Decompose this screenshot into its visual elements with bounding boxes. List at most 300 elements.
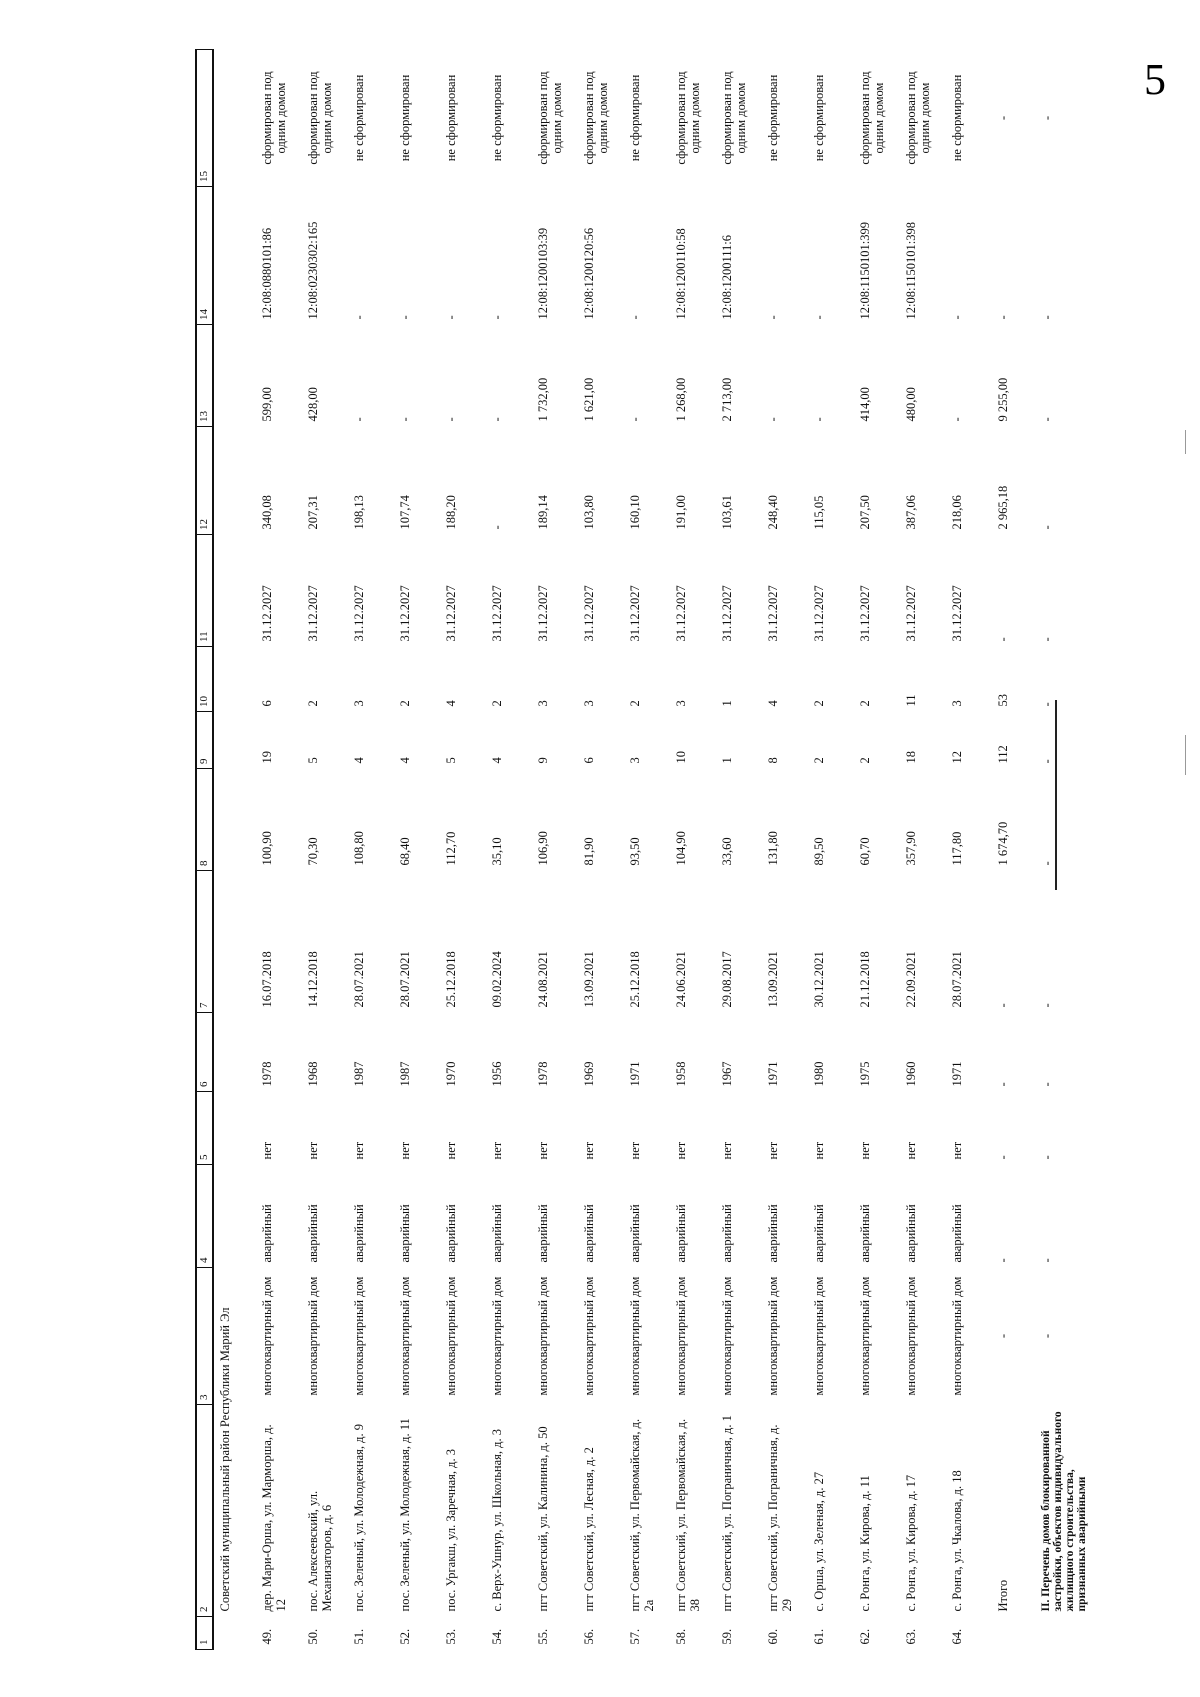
premises: 3	[536, 700, 550, 707]
living-area: 103,80	[582, 495, 596, 530]
column-number: 10	[196, 647, 213, 712]
dash: -	[1040, 1082, 1054, 1087]
dash: -	[996, 637, 1010, 642]
relocation-flag: нет	[536, 1141, 550, 1160]
area: 70,30	[306, 837, 320, 866]
cadastral-number: -	[398, 315, 412, 320]
premises: 4	[766, 700, 780, 707]
district-row	[213, 50, 252, 1650]
land-status: сформирован под одним домом	[720, 71, 748, 165]
house-type: многоквартирный дом	[536, 1276, 550, 1396]
residents: 4	[398, 757, 412, 764]
dash: -	[1040, 1258, 1054, 1263]
row-number: 52.	[398, 1628, 412, 1645]
relocation-deadline: 31.12.2027	[260, 585, 274, 642]
residents: 19	[260, 751, 274, 764]
cadastral-number: 12:08:1200120:56	[582, 227, 596, 320]
total-premises: 53	[996, 694, 1010, 707]
row-number: 53.	[444, 1628, 458, 1645]
relocation-flag: нет	[444, 1141, 458, 1160]
premises: 4	[444, 700, 458, 707]
land-area: -	[398, 417, 412, 422]
column-number: 1	[196, 1617, 213, 1650]
total-residents: 112	[996, 745, 1010, 764]
cadastral-number: 12:08:0880101:86	[260, 227, 274, 320]
table-row	[896, 50, 942, 1650]
table-row	[712, 50, 758, 1650]
dash: -	[1040, 861, 1054, 866]
build-year: 1960	[904, 1061, 918, 1087]
cadastral-number: -	[766, 315, 780, 320]
land-status: не сформирован	[352, 74, 366, 162]
house-type: многоквартирный дом	[490, 1276, 504, 1396]
area: 108,80	[352, 831, 366, 866]
land-status: сформирован под одним домом	[582, 71, 610, 165]
relocation-deadline: 31.12.2027	[766, 585, 780, 642]
premises: 3	[352, 700, 366, 707]
build-year: 1975	[858, 1061, 872, 1087]
living-area: 198,13	[352, 495, 366, 530]
house-type: многоквартирный дом	[582, 1276, 596, 1396]
table-row	[252, 50, 298, 1650]
build-year: 1978	[260, 1061, 274, 1087]
total-living-area: 2 965,18	[996, 485, 1010, 530]
house-type: многоквартирный дом	[306, 1276, 320, 1396]
area: 60,70	[858, 837, 872, 866]
recognition-date: 28.07.2021	[950, 951, 964, 1008]
land-status: не сформирован	[398, 74, 412, 162]
recognition-date: 22.09.2021	[904, 951, 918, 1008]
relocation-deadline: 31.12.2027	[536, 585, 550, 642]
cadastral-number: 12:08:1150101:399	[858, 222, 872, 320]
relocation-deadline: 31.12.2027	[628, 585, 642, 642]
house-type: многоквартирный дом	[444, 1276, 458, 1396]
dash: -	[996, 315, 1010, 320]
house-type: многоквартирный дом	[720, 1276, 734, 1396]
area: 104,90	[674, 831, 688, 866]
table-row	[758, 50, 804, 1650]
land-area: 599,00	[260, 387, 274, 422]
land-area: 1 268,00	[674, 377, 688, 422]
cadastral-number: 12:08:0230302:165	[306, 221, 320, 320]
dash: -	[1040, 115, 1054, 121]
table-row	[850, 50, 896, 1650]
recognition-date: 25.12.2018	[628, 951, 642, 1008]
row-number: 51.	[352, 1628, 366, 1645]
house-type: многоквартирный дом	[858, 1276, 872, 1396]
recognition-date: 21.12.2018	[858, 951, 872, 1008]
recognition-date: 13.09.2021	[766, 951, 780, 1008]
recognition-date: 30.12.2021	[812, 951, 826, 1008]
dash: -	[1040, 315, 1054, 320]
cadastral-number: -	[352, 315, 366, 320]
dash: -	[1040, 1333, 1054, 1339]
row-number	[1034, 1617, 1090, 1650]
address: пос. Зеленый, ул. Молодежная, д. 9	[352, 1423, 366, 1612]
column-number: 9	[196, 712, 213, 769]
land-area: 428,00	[306, 387, 320, 422]
build-year: 1970	[444, 1061, 458, 1087]
living-area: 188,20	[444, 495, 458, 530]
residents: 5	[444, 757, 458, 764]
column-number: 6	[196, 1013, 213, 1092]
area: 89,50	[812, 837, 826, 866]
area: 131,80	[766, 831, 780, 866]
premises: 2	[490, 700, 504, 707]
build-year: 1971	[628, 1061, 642, 1087]
land-area: 1 732,00	[536, 377, 550, 422]
land-status: сформирован под одним домом	[858, 71, 886, 165]
relocation-deadline: 31.12.2027	[444, 585, 458, 642]
condition: аварийный	[260, 1204, 274, 1263]
premises: 6	[260, 700, 274, 707]
house-type: многоквартирный дом	[766, 1276, 780, 1396]
relocation-deadline: 31.12.2027	[858, 585, 872, 642]
land-status: сформирован под одним домом	[260, 71, 288, 165]
living-area: 207,50	[858, 495, 872, 530]
living-area: 218,06	[950, 495, 964, 530]
relocation-flag: нет	[904, 1141, 918, 1160]
table-row	[436, 50, 482, 1650]
column-number-row	[196, 50, 213, 1650]
section-title: II. Перечень домов блокированной застройки, объектов индивидуального жилищного строительства, признанных аварийными	[1040, 1411, 1088, 1612]
house-type: многоквартирный дом	[260, 1276, 274, 1396]
relocation-flag: нет	[812, 1141, 826, 1160]
relocation-deadline: 31.12.2027	[352, 585, 366, 642]
row-number: 64.	[950, 1628, 964, 1645]
house-type: многоквартирный дом	[674, 1276, 688, 1396]
land-area: -	[490, 417, 504, 422]
relocation-flag: нет	[260, 1141, 274, 1160]
address: дер. Мари-Орша, ул. Марморша, д. 12	[260, 1424, 288, 1612]
living-area: 387,06	[904, 495, 918, 530]
build-year: 1958	[674, 1061, 688, 1087]
dash: -	[996, 1003, 1010, 1008]
relocation-deadline: 31.12.2027	[720, 585, 734, 642]
condition: аварийный	[904, 1204, 918, 1263]
recognition-date: 25.12.2018	[444, 951, 458, 1008]
row-number	[988, 1617, 1034, 1650]
living-area: 340,08	[260, 495, 274, 530]
table-row	[574, 50, 620, 1650]
condition: аварийный	[582, 1204, 596, 1263]
table-row	[666, 50, 712, 1650]
living-area: 107,74	[398, 495, 412, 530]
house-type: многоквартирный дом	[950, 1276, 964, 1396]
residents: 18	[904, 751, 918, 764]
house-type: многоквартирный дом	[812, 1276, 826, 1396]
total-row	[988, 50, 1034, 1650]
condition: аварийный	[306, 1204, 320, 1263]
residents: 2	[858, 757, 872, 764]
relocation-flag: нет	[674, 1141, 688, 1160]
total-land-area: 9 255,00	[996, 377, 1010, 422]
relocation-deadline: 31.12.2027	[812, 585, 826, 642]
premises: 3	[674, 700, 688, 707]
relocation-deadline: 31.12.2027	[582, 585, 596, 642]
land-area: -	[766, 417, 780, 422]
dash: -	[996, 1155, 1010, 1160]
build-year: 1987	[398, 1061, 412, 1087]
area: 357,90	[904, 831, 918, 866]
column-number: 11	[196, 535, 213, 647]
condition: аварийный	[674, 1204, 688, 1263]
residents: 12	[950, 751, 964, 764]
cadastral-number: 12:08:1200110:58	[674, 228, 688, 320]
premises: 3	[582, 700, 596, 707]
residents: 9	[536, 757, 550, 764]
total-label: Итого	[996, 1579, 1010, 1612]
premises: 2	[628, 700, 642, 707]
relocation-deadline: 31.12.2027	[398, 585, 412, 642]
row-number: 56.	[582, 1628, 596, 1645]
cadastral-number: -	[950, 315, 964, 320]
address: пос. Алексеевский, ул. Механизаторов, д. 6	[306, 1490, 334, 1612]
living-area: 115,05	[812, 495, 826, 530]
table-row	[804, 50, 850, 1650]
condition: аварийный	[720, 1204, 734, 1263]
address: пос. Ургакш, ул. Заречная, д. 3	[444, 1448, 458, 1612]
land-area: -	[444, 417, 458, 422]
address: с. Верх-Ушнур, ул. Школьная, д. 3	[490, 1428, 504, 1612]
address: с. Ронга, ул. Чкалова, д. 18	[950, 1470, 964, 1612]
relocation-deadline: 31.12.2027	[950, 585, 964, 642]
column-number: 15	[196, 50, 213, 187]
table-row	[528, 50, 574, 1650]
row-number: 63.	[904, 1628, 918, 1645]
area: 33,60	[720, 837, 734, 866]
row-number: 61.	[812, 1628, 826, 1645]
condition: аварийный	[812, 1204, 826, 1263]
condition: аварийный	[490, 1204, 504, 1263]
condition: аварийный	[444, 1204, 458, 1263]
relocation-deadline: 31.12.2027	[904, 585, 918, 642]
living-area: 248,40	[766, 495, 780, 530]
dash: -	[1040, 417, 1054, 422]
table-row	[620, 50, 666, 1650]
cadastral-number: -	[812, 315, 826, 320]
land-area: 480,00	[904, 387, 918, 422]
cadastral-number: -	[628, 315, 642, 320]
condition: аварийный	[766, 1204, 780, 1263]
district-name: Советский муниципальный район Республики Марий Эл	[218, 1307, 232, 1612]
recognition-date: 13.09.2021	[582, 951, 596, 1008]
build-year: 1967	[720, 1061, 734, 1087]
premises: 1	[720, 700, 734, 707]
land-area: 2 713,00	[720, 377, 734, 422]
column-number: 5	[196, 1092, 213, 1165]
table-row	[298, 50, 344, 1650]
row-number: 54.	[490, 1628, 504, 1645]
relocation-flag: нет	[950, 1141, 964, 1160]
build-year: 1987	[352, 1061, 366, 1087]
living-area: 189,14	[536, 495, 550, 530]
row-number: 62.	[858, 1628, 872, 1645]
relocation-flag: нет	[628, 1141, 642, 1160]
residents: 6	[582, 757, 596, 764]
condition: аварийный	[352, 1204, 366, 1263]
land-status: сформирован под одним домом	[536, 71, 564, 165]
land-area: 1 621,00	[582, 377, 596, 422]
area: 81,90	[582, 837, 596, 866]
recognition-date: 29.08.2017	[720, 951, 734, 1008]
address: пгт Советский, ул. Калинина, д. 50	[536, 1426, 550, 1612]
column-number: 12	[196, 427, 213, 535]
residents: 1	[720, 757, 734, 764]
dash: -	[996, 1333, 1010, 1339]
condition: аварийный	[398, 1204, 412, 1263]
living-area: 160,10	[628, 495, 642, 530]
rotated-table-sheet	[195, 50, 1088, 1650]
residents: 8	[766, 757, 780, 764]
total-area: 1 674,70	[996, 821, 1010, 866]
land-status: не сформирован	[766, 74, 780, 162]
address: с. Орша, ул. Зеленая, д. 27	[812, 1471, 826, 1612]
premises: 3	[950, 700, 964, 707]
residents: 3	[628, 757, 642, 764]
cadastral-number: 12:08:1200103:39	[536, 227, 550, 320]
dash: -	[1040, 1003, 1054, 1008]
build-year: 1968	[306, 1061, 320, 1087]
build-year: 1956	[490, 1061, 504, 1087]
premises: 11	[904, 694, 918, 707]
relocation-deadline: 31.12.2027	[490, 585, 504, 642]
dash: -	[1040, 525, 1054, 530]
land-area: -	[628, 417, 642, 422]
premises: 2	[812, 700, 826, 707]
area: 93,50	[628, 837, 642, 866]
dash: -	[996, 1258, 1010, 1263]
residents: 10	[674, 751, 688, 764]
area: 106,90	[536, 831, 550, 866]
recognition-date: 14.12.2018	[306, 951, 320, 1008]
premises: 2	[398, 700, 412, 707]
row-number: 49.	[260, 1628, 274, 1645]
condition: аварийный	[628, 1204, 642, 1263]
recognition-date: 16.07.2018	[260, 951, 274, 1008]
relocation-flag: нет	[352, 1141, 366, 1160]
house-type: многоквартирный дом	[398, 1276, 412, 1396]
dash: -	[1040, 759, 1054, 764]
recognition-date: 28.07.2021	[398, 951, 412, 1008]
relocation-flag: нет	[490, 1141, 504, 1160]
living-area: 103,61	[720, 495, 734, 530]
land-status: не сформирован	[444, 74, 458, 162]
address: пгт Советский, ул. Первомайская, д. 38	[674, 1418, 702, 1612]
area: 100,90	[260, 831, 274, 866]
living-area: 191,00	[674, 495, 688, 530]
row-number: 59.	[720, 1628, 734, 1645]
page-number: 5	[1144, 55, 1166, 104]
scan-mark	[1185, 430, 1186, 454]
dash: -	[1040, 1155, 1054, 1160]
address: пгт Советский, ул. Пограничная, д. 1	[720, 1415, 734, 1612]
living-area: -	[490, 525, 504, 530]
column-number: 2	[196, 1405, 213, 1617]
condition: аварийный	[858, 1204, 872, 1263]
row-number: 55.	[536, 1628, 550, 1645]
condition: аварийный	[536, 1204, 550, 1263]
house-type: многоквартирный дом	[352, 1276, 366, 1396]
residents: 2	[812, 757, 826, 764]
land-status: сформирован под одним домом	[674, 71, 702, 165]
cadastral-number: -	[490, 315, 504, 320]
table-row	[344, 50, 390, 1650]
land-area: 414,00	[858, 387, 872, 422]
cadastral-number: -	[444, 315, 458, 320]
address: пгт Советский, ул. Первомайская, д. 2а	[628, 1418, 656, 1612]
condition: аварийный	[950, 1204, 964, 1263]
land-status: сформирован под одним домом	[306, 71, 334, 165]
column-number: 14	[196, 187, 213, 325]
dash: -	[996, 1082, 1010, 1087]
area: 117,80	[950, 831, 964, 866]
land-status: не сформирован	[812, 74, 826, 162]
residents: 4	[490, 757, 504, 764]
address: с. Ронга, ул. Кирова, д. 17	[904, 1474, 918, 1612]
residents: 4	[352, 757, 366, 764]
recognition-date: 28.07.2021	[352, 951, 366, 1008]
dash: -	[996, 115, 1010, 121]
premises: 2	[306, 700, 320, 707]
residents: 5	[306, 757, 320, 764]
build-year: 1971	[950, 1061, 964, 1087]
land-status: не сформирован	[490, 74, 504, 162]
table-row	[482, 50, 528, 1650]
cadastral-number: 12:08:1200111:6	[720, 235, 734, 320]
relocation-deadline: 31.12.2027	[306, 585, 320, 642]
cadastral-number: 12:08:1150101:398	[904, 222, 918, 320]
land-status: не сформирован	[628, 74, 642, 162]
table-row	[942, 50, 988, 1650]
register-table	[195, 49, 1090, 1650]
house-type: многоквартирный дом	[628, 1276, 642, 1396]
land-area: -	[950, 417, 964, 422]
relocation-flag: нет	[720, 1141, 734, 1160]
build-year: 1978	[536, 1061, 550, 1087]
section-row	[1034, 50, 1090, 1650]
address: с. Ронга, ул. Кирова, д. 11	[858, 1475, 872, 1612]
living-area: 207,31	[306, 495, 320, 530]
relocation-flag: нет	[858, 1141, 872, 1160]
house-type: многоквартирный дом	[904, 1276, 918, 1396]
relocation-deadline: 31.12.2027	[674, 585, 688, 642]
dash: -	[1040, 702, 1054, 707]
scan-mark	[1185, 735, 1186, 775]
recognition-date: 09.02.2024	[490, 951, 504, 1008]
column-number: 13	[196, 325, 213, 427]
land-area: -	[812, 417, 826, 422]
premises: 2	[858, 700, 872, 707]
column-number: 7	[196, 871, 213, 1013]
build-year: 1980	[812, 1061, 826, 1087]
area: 35,10	[490, 837, 504, 866]
relocation-flag: нет	[398, 1141, 412, 1160]
dash: -	[1040, 637, 1054, 642]
column-number: 4	[196, 1165, 213, 1268]
area: 68,40	[398, 837, 412, 866]
build-year: 1971	[766, 1061, 780, 1087]
row-number: 58.	[674, 1628, 688, 1645]
column-number: 3	[196, 1268, 213, 1405]
relocation-flag: нет	[582, 1141, 596, 1160]
table-row	[390, 50, 436, 1650]
land-status: не сформирован	[950, 74, 964, 162]
recognition-date: 24.08.2021	[536, 951, 550, 1008]
area: 112,70	[444, 831, 458, 866]
address: пос. Зеленый, ул. Молодежная, д. 11	[398, 1418, 412, 1612]
land-status: сформирован под одним домом	[904, 71, 932, 165]
